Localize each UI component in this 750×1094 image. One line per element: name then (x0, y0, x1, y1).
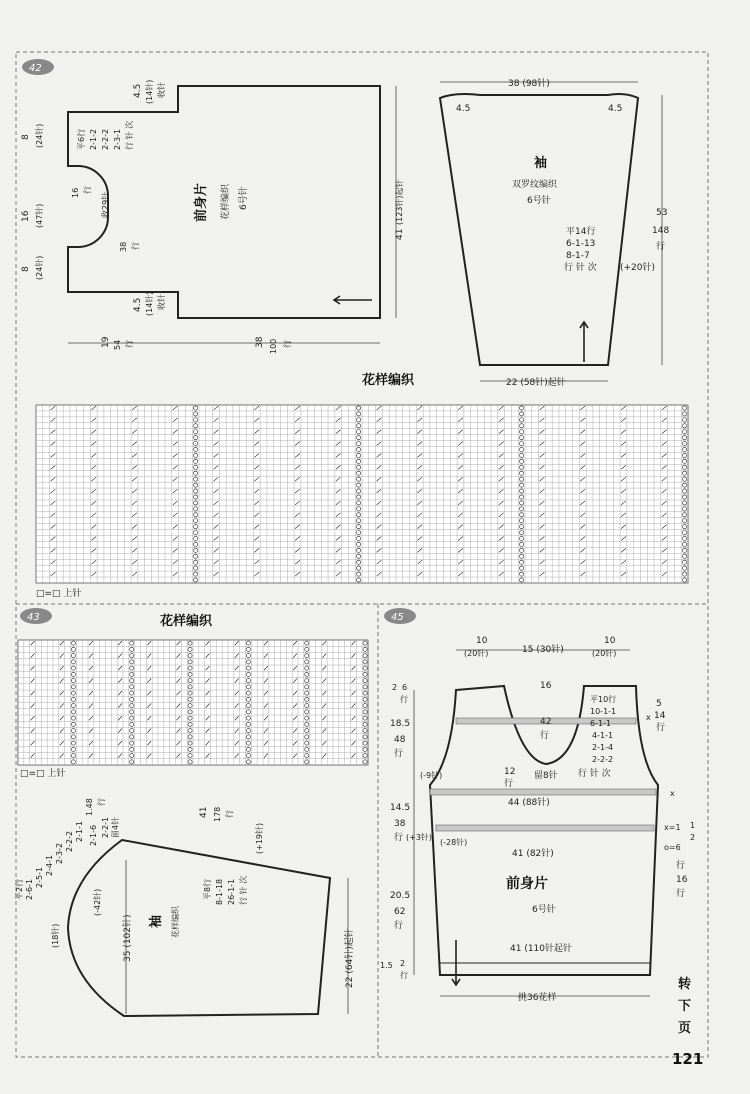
svg-text:1.5: 1.5 (380, 961, 393, 970)
s45-w41: 41 (82针) (512, 849, 554, 859)
band-2 (430, 789, 656, 795)
svg-text:2-1-1: 2-1-1 (75, 820, 84, 842)
svg-text:平2行: 平2行 (15, 878, 24, 900)
neck-bind: 收29针 (101, 191, 110, 218)
s45-top-r-st: (20针) (592, 649, 617, 658)
svg-text:2: 2 (392, 683, 398, 692)
neck-h: 8 (21, 134, 31, 140)
svg-text:2-1-6: 2-1-6 (89, 824, 98, 846)
svg-text:行: 行 (504, 779, 514, 789)
turn-page-3: 页 (678, 1021, 692, 1036)
svg-text:2: 2 (400, 959, 406, 968)
sleeve-shape (440, 94, 638, 365)
mid-rows: 38 (119, 241, 128, 252)
s45-top-r: 10 (604, 636, 616, 646)
svg-text:行: 行 (83, 186, 92, 194)
top-rule-0: 1.48 (85, 798, 94, 816)
s43-rows18: (18针) (51, 923, 60, 948)
bottom-left-unit: 行 (125, 340, 134, 348)
sleeve-corner-l: 4.5 (456, 104, 471, 114)
svg-text:行 针 次: 行 针 次 (564, 263, 597, 273)
svg-text:8-1-7: 8-1-7 (566, 251, 590, 261)
s43-width-rows: 178 (213, 806, 222, 822)
svg-text:o=6: o=6 (664, 843, 681, 852)
svg-text:行 针 次: 行 针 次 (239, 875, 248, 905)
s45-left-dims (380, 683, 410, 980)
svg-text:20.5: 20.5 (390, 891, 411, 901)
svg-text:2-2-1: 2-2-1 (101, 816, 110, 838)
top-rule-1: 行 (97, 798, 106, 806)
bottom-right: 38 (255, 336, 265, 348)
svg-text:38: 38 (394, 819, 406, 829)
s45-top-l: 10 (476, 636, 488, 646)
svg-text:10-1-1: 10-1-1 (590, 707, 617, 716)
svg-text:16: 16 (676, 875, 688, 885)
front-title: 前身片 (194, 182, 209, 222)
chart42-title: 花样编织 (362, 373, 415, 388)
bottom-left-rows: 54 (113, 339, 122, 350)
svg-text:2-1-2: 2-1-2 (89, 128, 98, 150)
s45-dec9: (-9针) (420, 771, 443, 780)
mid-h: 16 (21, 210, 31, 222)
height-st: (123针)起针 (395, 179, 404, 225)
sleeve-sub1: 双罗纹编织 (512, 180, 558, 190)
badge-43-label: 43 (27, 612, 40, 623)
s45-front-title: 前身片 (506, 876, 548, 892)
s43-width-unit: 行 (225, 810, 234, 818)
s43-inc: (+19针) (255, 822, 264, 854)
sleeve-rule (564, 225, 597, 273)
section-43 (14, 608, 368, 1016)
sleeve-h-rows: 148 (652, 226, 670, 236)
s45-pick: 挑36花样 (518, 993, 557, 1003)
sleeve-corner-r: 4.5 (608, 104, 623, 114)
svg-text:48: 48 (394, 735, 406, 745)
s43-width: 41 (199, 806, 209, 818)
bottom-left: 19 (101, 336, 111, 348)
svg-text:x=1: x=1 (664, 823, 681, 832)
svg-text:2: 2 (690, 833, 696, 842)
front-sub2: 6号针 (239, 186, 249, 210)
svg-text:行: 行 (131, 242, 140, 250)
svg-text:行: 行 (394, 921, 404, 931)
shoulder-bot: 4.5 (133, 297, 143, 312)
neck-rule (76, 121, 134, 150)
s45-armhole-rule (578, 694, 616, 779)
shoulder-top: 4.5 (133, 83, 143, 98)
sleeve-title: 袖 (534, 156, 548, 171)
sleeve43-title: 袖 (149, 914, 164, 928)
shoulder-top-bind: 收针 (157, 82, 166, 98)
s45-w41b: 41 (110针起针 (510, 944, 573, 954)
chart43-title: 花样编织 (160, 614, 213, 629)
svg-text:6-1-13: 6-1-13 (566, 239, 596, 249)
shoulder-bot-st: (14针) (145, 291, 154, 316)
svg-text:8-1-18: 8-1-18 (215, 878, 224, 905)
bottom-right-rows: 100 (269, 338, 278, 354)
svg-text:行: 行 (540, 731, 550, 741)
front-arrow (334, 296, 372, 304)
svg-text:x: x (670, 789, 675, 798)
svg-text:1: 1 (690, 821, 696, 830)
badge-42-label: 42 (29, 63, 42, 74)
section-45 (380, 608, 695, 1003)
sleeve-inc: (+20针) (620, 263, 656, 273)
neck-h-st: (24针) (35, 123, 44, 148)
svg-text:2-2-2: 2-2-2 (65, 830, 74, 852)
svg-text:行 针 次: 行 针 次 (578, 769, 611, 779)
sleeve-bottom: 22 (58针)起针 (506, 378, 566, 388)
svg-text:2-3-1: 2-3-1 (113, 128, 122, 150)
mid-h-st: (47针) (35, 203, 44, 228)
s45-neck-rows: 12 (504, 767, 516, 777)
turn-page-2: 下 (678, 999, 692, 1014)
top-rule-2: 留4针 (111, 816, 120, 838)
svg-text:6-1-1: 6-1-1 (590, 719, 612, 728)
turn-page-1: 转 (678, 977, 692, 992)
svg-text:行: 行 (400, 695, 408, 704)
band-3 (436, 825, 654, 831)
s43-length: 35 (102针) (123, 914, 133, 962)
s43-left-rule (14, 817, 110, 900)
low-h: 8 (21, 266, 31, 272)
s45-top-l-st: (20针) (464, 649, 489, 658)
svg-text:14: 14 (654, 711, 666, 721)
svg-text:行: 行 (394, 833, 404, 843)
bottom-right-unit: 行 (283, 340, 292, 348)
section-42 (21, 59, 688, 599)
svg-text:平10行: 平10行 (590, 695, 617, 704)
svg-text:平8行: 平8行 (203, 878, 212, 900)
sleeve43-sub: 花样编织 (171, 906, 180, 938)
svg-text:14.5: 14.5 (390, 803, 411, 813)
svg-text:平6行: 平6行 (77, 128, 86, 150)
svg-text:26-1-1: 26-1-1 (227, 878, 236, 905)
svg-text:行: 行 (676, 889, 686, 899)
page-number: 121 (672, 1050, 704, 1068)
svg-text:平14行: 平14行 (566, 227, 596, 237)
sleeve-h-unit: 行 (656, 242, 666, 252)
s45-w44: 44 (88针) (508, 798, 550, 808)
svg-text:4-1-1: 4-1-1 (592, 731, 614, 740)
low-h-st: (24针) (35, 255, 44, 280)
svg-text:行: 行 (394, 749, 404, 759)
svg-text:x: x (646, 713, 651, 722)
svg-text:6: 6 (402, 683, 408, 692)
s45-top-m: 15 (30针) (522, 645, 564, 655)
s43-height: 22 (64针)起针 (345, 928, 355, 988)
svg-text:行 针 次: 行 针 次 (125, 120, 134, 150)
svg-text:2-2-2: 2-2-2 (592, 755, 614, 764)
svg-text:行: 行 (656, 723, 666, 733)
sleeve-h: 53 (656, 208, 668, 218)
s43-dec: (-42针) (93, 888, 102, 916)
svg-text:42: 42 (540, 717, 552, 727)
svg-text:2-6-1: 2-6-1 (25, 878, 34, 900)
chart42-legend: □=□ 上针 (36, 589, 82, 599)
svg-text:2-1-4: 2-1-4 (592, 743, 614, 752)
s45-neck-keep: 留8针 (534, 771, 558, 781)
height: 41 (395, 228, 405, 240)
svg-text:2-2-2: 2-2-2 (101, 128, 110, 150)
svg-text:16: 16 (540, 681, 552, 691)
s45-right-dims (654, 699, 695, 899)
svg-text:62: 62 (394, 907, 406, 917)
chart43-grid (18, 640, 368, 765)
sleeve-top: 38 (98针) (508, 79, 550, 89)
shoulder-bot-bind: 收针 (157, 294, 166, 310)
sleeve-sub2: 6号针 (527, 196, 551, 206)
svg-text:18.5: 18.5 (390, 719, 411, 729)
s45-front-sub: 6号针 (532, 905, 556, 915)
svg-text:行: 行 (400, 971, 408, 980)
s43-sleeve-rule (202, 876, 248, 905)
neck-rows: 16 (71, 187, 80, 198)
chart42-grid (36, 405, 688, 583)
sleeve-arrow (580, 322, 588, 362)
svg-text:2-5-1: 2-5-1 (35, 866, 44, 888)
s45-neck-depth (540, 681, 552, 741)
svg-text:行: 行 (676, 861, 686, 871)
front-sub1: 花样编织 (221, 183, 231, 220)
sleeve43-shape (68, 840, 330, 1016)
s45-dec28: (-28针) (440, 838, 468, 847)
svg-text:2-3-2: 2-3-2 (55, 842, 64, 864)
shoulder-top-st: (14针) (145, 79, 154, 104)
svg-text:2-4-1: 2-4-1 (45, 854, 54, 876)
turn-page (678, 976, 691, 1036)
s45-inc3: (+3针) (406, 833, 433, 842)
chart43-legend: □=□ 上针 (20, 769, 66, 779)
svg-text:5: 5 (656, 699, 662, 709)
badge-45-label: 45 (391, 612, 404, 623)
